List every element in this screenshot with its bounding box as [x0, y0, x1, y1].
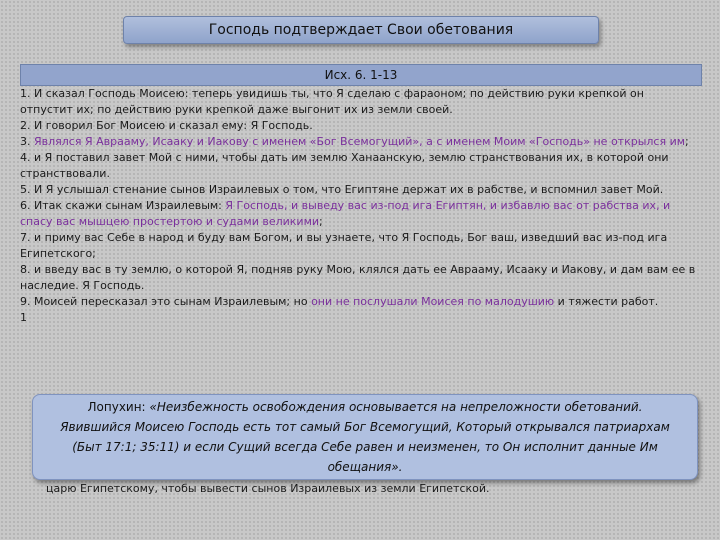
verse [20, 230, 698, 262]
verse [20, 86, 698, 118]
quote-text: «Неизбежность освобождения основывается на непреложности обетований. Явившийся Моисею Господь есть тот самый Бог Всемогущий, Который открывался патриархам (Быт 17:1; 35:11) и если Сущий всегда Себе равен и неизменен, то Он исполнит данные Им обещания». [60, 400, 670, 474]
verse-text: 5. И Я услышал стенание сынов Израилевых о том, что Египтяне держат их в рабстве, и вспомнил завет Мой. [20, 183, 664, 196]
scripture-reference [20, 64, 702, 86]
verse-text: ; [319, 215, 323, 228]
verse [20, 262, 698, 294]
verse-text: 1. И сказал Господь Моисею: теперь увидишь ты, что Я сделаю с фараоном; по действию руки крепкой он отпустит их; по действию руки крепкой даже выгонит их из земли своей. [20, 87, 644, 116]
verse-text: 9. Моисей пересказал это сынам Израилевым; но [20, 295, 312, 308]
verse-text: 7. и приму вас Себе в народ и буду вам Богом, и вы узнаете, что Я Господь, Бог ваш, изведший вас из-под ига Египетского; [20, 231, 668, 260]
verse-highlight: Я Господь, и выведу вас из-под ига Египтян, и избавлю вас от рабства их, и спасу вас мышцею простертою и судами великими [20, 199, 671, 228]
verse-text: 3. [20, 135, 34, 148]
verse-text: ; [685, 135, 689, 148]
scripture-last-line: царю Египетскому, чтобы вывести сынов Израилевых из земли Египетской. [46, 482, 490, 495]
slide-title-text: Господь подтверждает Свои обетования [208, 22, 514, 38]
verse-text: 6. Итак скажи сынам Израилевым: [20, 199, 226, 212]
verse [20, 294, 698, 310]
verse [20, 150, 698, 182]
verse-highlight: Являлся Я Аврааму, Исааку и Иакову с именем «Бог Всемогущий», а с именем Моим «Господь» не открылся им [34, 135, 686, 148]
verse-text: 4. и Я поставил завет Мой с ними, чтобы дать им землю Ханаанскую, землю странствования их, в которой они странствовали. [20, 151, 669, 180]
slide-title [123, 16, 599, 44]
verse [20, 134, 698, 150]
verse-text: 1 [20, 311, 27, 324]
quote-author: Лопухин: [87, 400, 146, 414]
verse-text: 8. и введу вас в ту землю, о которой Я, подняв руку Мою, клялся дать ее Аврааму, Исааку и Иакову, и дам вам ее в наследие. Я Господь. [20, 263, 696, 292]
verse [20, 310, 698, 326]
verse-highlight: они не послушали Моисея по малодушию [311, 295, 555, 308]
commentary-quote-box [32, 394, 698, 480]
verse [20, 182, 698, 198]
verse-text: 2. И говорил Бог Моисею и сказал ему: Я Господь. [20, 119, 313, 132]
scripture-reference-text: Исх. 6. 1-13 [324, 68, 398, 82]
verse [20, 118, 698, 134]
verse [20, 198, 698, 230]
verse-text: и тяжести работ. [554, 295, 659, 308]
